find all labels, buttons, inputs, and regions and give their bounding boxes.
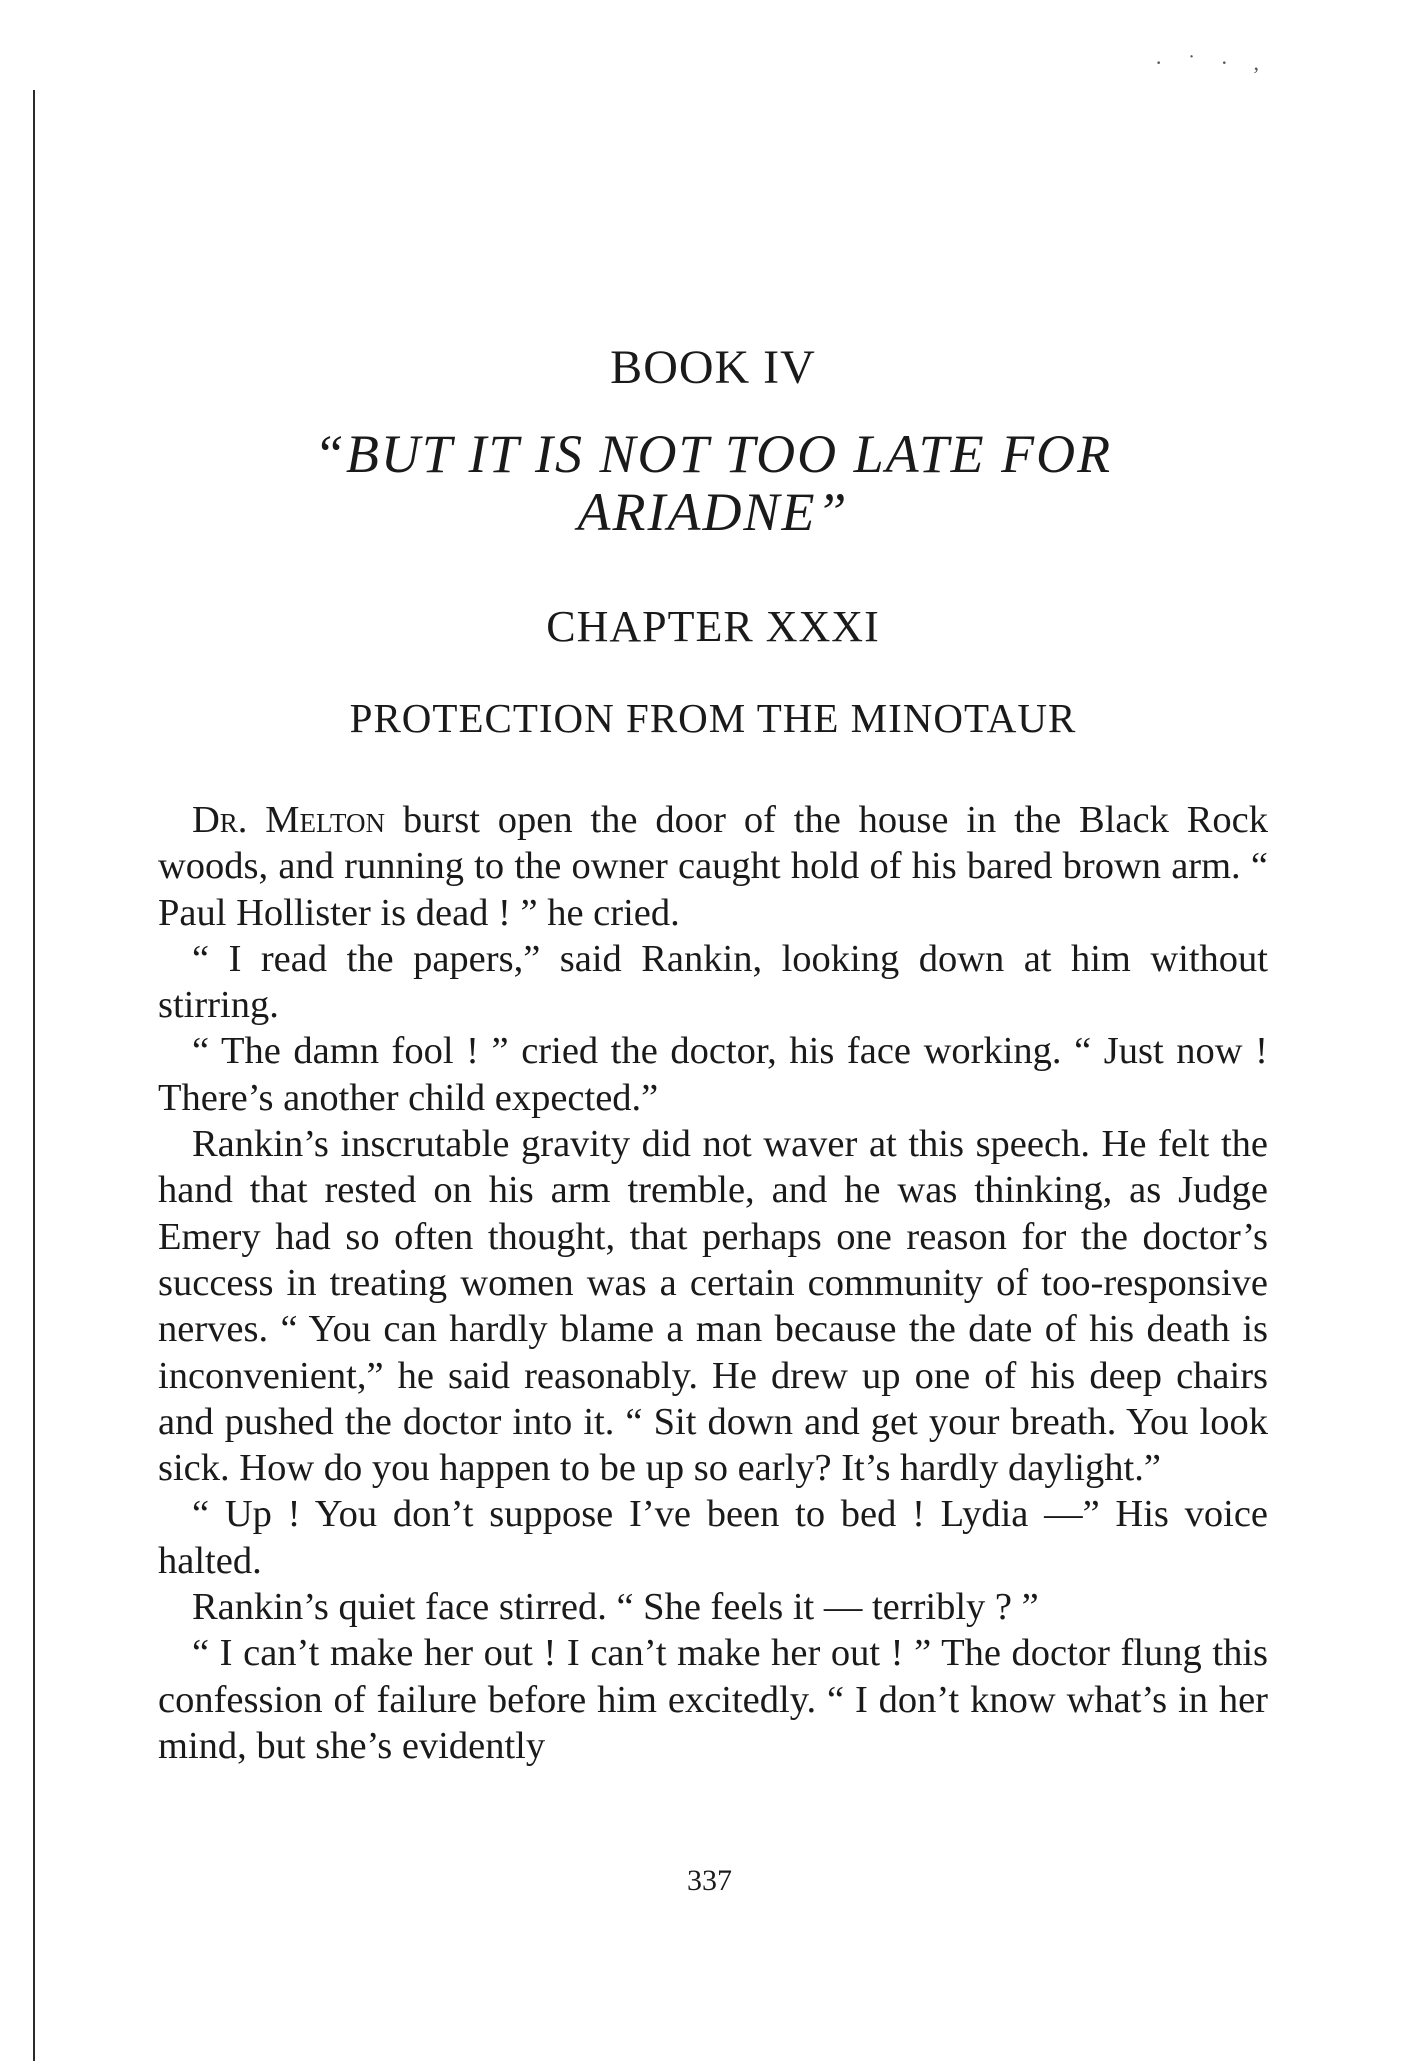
book-title bbox=[158, 425, 1268, 541]
book-title-line-2: ARIADNE” bbox=[577, 482, 849, 542]
paragraph-2: “ I read the papers,” said Rankin, looking down at him without stirring. bbox=[158, 937, 1268, 1027]
book-title-line-1: “BUT IT IS NOT TOO LATE FOR bbox=[313, 424, 1113, 484]
opening-small-caps: Dr. Melton bbox=[192, 799, 386, 841]
scan-specks: · ˙ · , bbox=[1155, 50, 1269, 75]
paragraph-1-text: burst open the door of the house in the Black Rock woods, and running to the owner caught hold of his bared brown arm. “ Paul Hollister is dead ! ” he cried. bbox=[158, 799, 1268, 934]
page-content bbox=[158, 340, 1268, 1769]
paragraph-7: “ I can’t make her out ! I can’t make her out ! ” The doctor flung this confession of failure before him excitedly. “ I don’t know what’s in her mind, but she’s evidently bbox=[158, 1632, 1268, 1767]
book-heading: BOOK IV bbox=[610, 341, 816, 394]
chapter-heading: CHAPTER XXXI bbox=[546, 602, 880, 651]
page-number: 337 bbox=[687, 1864, 732, 1897]
paragraph-1 bbox=[158, 797, 1268, 936]
gutter-line bbox=[33, 90, 35, 2061]
paragraph-4: Rankin’s inscrutable gravity did not waver at this speech. He felt the hand that rested on his arm tremble, and he was thinking, as Judge Emery had so often thought, that perhaps one reason for the doctor’s success in treating women was a certain community of too-responsive nerves. “ You can hardly blame a man because the date of his death is inconvenient,” he said reasonably. He drew up one of his deep chairs and pushed the doctor into it. “ Sit down and get your breath. You look sick. How do you happen to be up so early? It’s hardly daylight.” bbox=[158, 1123, 1268, 1490]
paragraph-6: Rankin’s quiet face stirred. “ She feels it — terribly ? ” bbox=[192, 1586, 1039, 1629]
paragraph-5: “ Up ! You don’t suppose I’ve been to bed ! Lydia —” His voice halted. bbox=[158, 1493, 1268, 1582]
body-text bbox=[158, 797, 1268, 1769]
paragraph-3: “ The damn fool ! ” cried the doctor, his face working. “ Just now ! There’s another child expected.” bbox=[158, 1030, 1268, 1119]
chapter-subtitle: PROTECTION FROM THE MINOTAUR bbox=[349, 695, 1077, 741]
